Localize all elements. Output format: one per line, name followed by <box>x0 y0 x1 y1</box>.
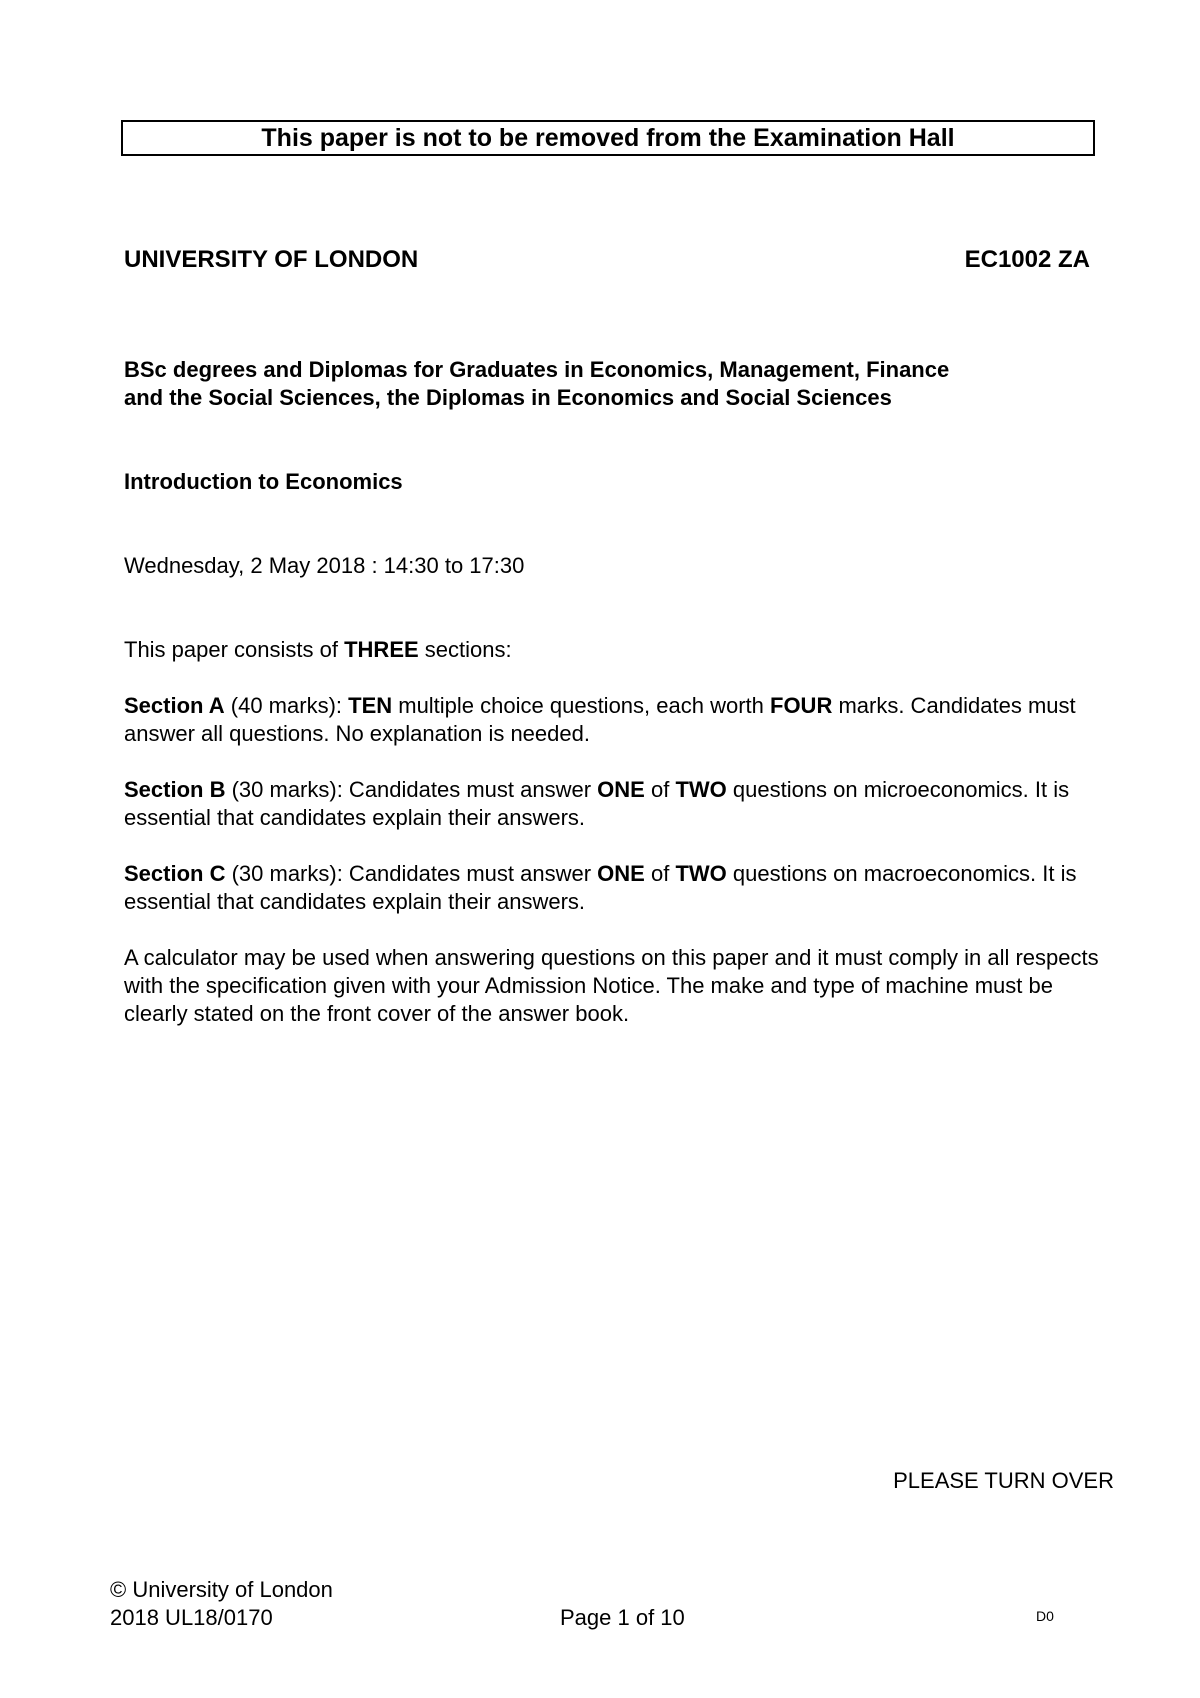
paper-code: EC1002 ZA <box>964 246 1090 273</box>
turn-over-note: PLEASE TURN OVER <box>893 1468 1114 1493</box>
section-b-description <box>124 776 1114 832</box>
structure-text-post: sections: <box>418 637 512 662</box>
section-c-description <box>124 860 1114 916</box>
section-b-answer-count: ONE <box>597 777 645 802</box>
section-b-text: questions on microeconomics. It is essential that candidates explain their answers. <box>124 777 1070 830</box>
reference-number: 2018 UL18/0170 <box>110 1605 273 1630</box>
section-a-label: Section A <box>124 693 225 718</box>
section-a-count: TEN <box>348 693 393 718</box>
structure-text-pre: This paper consists of <box>124 637 345 662</box>
structure-count: THREE <box>344 637 419 662</box>
header-row <box>124 246 1090 274</box>
section-a-text: multiple choice questions, each worth <box>392 693 770 718</box>
exam-date: Wednesday, 2 May 2018 : 14:30 to 17:30 <box>124 553 525 578</box>
section-a-text: marks. Candidates must answer all questions. No explanation is needed. <box>124 693 1076 746</box>
course-title: Introduction to Economics <box>124 469 403 494</box>
section-a-description <box>124 692 1114 748</box>
document-code: D0 <box>1036 1608 1054 1624</box>
section-a-marks-each: FOUR <box>770 693 833 718</box>
section-c-question-count: TWO <box>675 861 727 886</box>
degree-description <box>124 356 1114 412</box>
section-b-label: Section B <box>124 777 226 802</box>
section-c-label: Section C <box>124 861 226 886</box>
paper-structure <box>124 636 1114 664</box>
section-c-text: (30 marks): Candidates must answer <box>225 861 598 886</box>
degree-line-2: and the Social Sciences, the Diplomas in Economics and Social Sciences <box>124 385 892 410</box>
footer-copyright-block <box>110 1576 333 1632</box>
university-name: UNIVERSITY OF LONDON <box>124 246 419 273</box>
copyright-text: © University of London <box>110 1577 333 1602</box>
page-number: Page 1 of 10 <box>560 1605 685 1630</box>
section-b-text: (30 marks): Candidates must answer <box>225 777 598 802</box>
section-c-text: questions on macroeconomics. It is essential that candidates explain their answers. <box>124 861 1077 914</box>
section-c-answer-count: ONE <box>597 861 645 886</box>
notice-banner: This paper is not to be removed from the Examination Hall <box>121 120 1095 156</box>
section-c-text: of <box>644 861 676 886</box>
calculator-instructions: A calculator may be used when answering questions on this paper and it must comply in all respects with the specification given with your Admission Notice. The make and type of machine must be clearly stated on the front cover of the answer book. <box>124 945 1099 1026</box>
section-b-question-count: TWO <box>675 777 727 802</box>
degree-line-1: BSc degrees and Diplomas for Graduates in Economics, Management, Finance <box>124 357 950 382</box>
section-a-text: (40 marks): <box>224 693 349 718</box>
section-b-text: of <box>644 777 676 802</box>
